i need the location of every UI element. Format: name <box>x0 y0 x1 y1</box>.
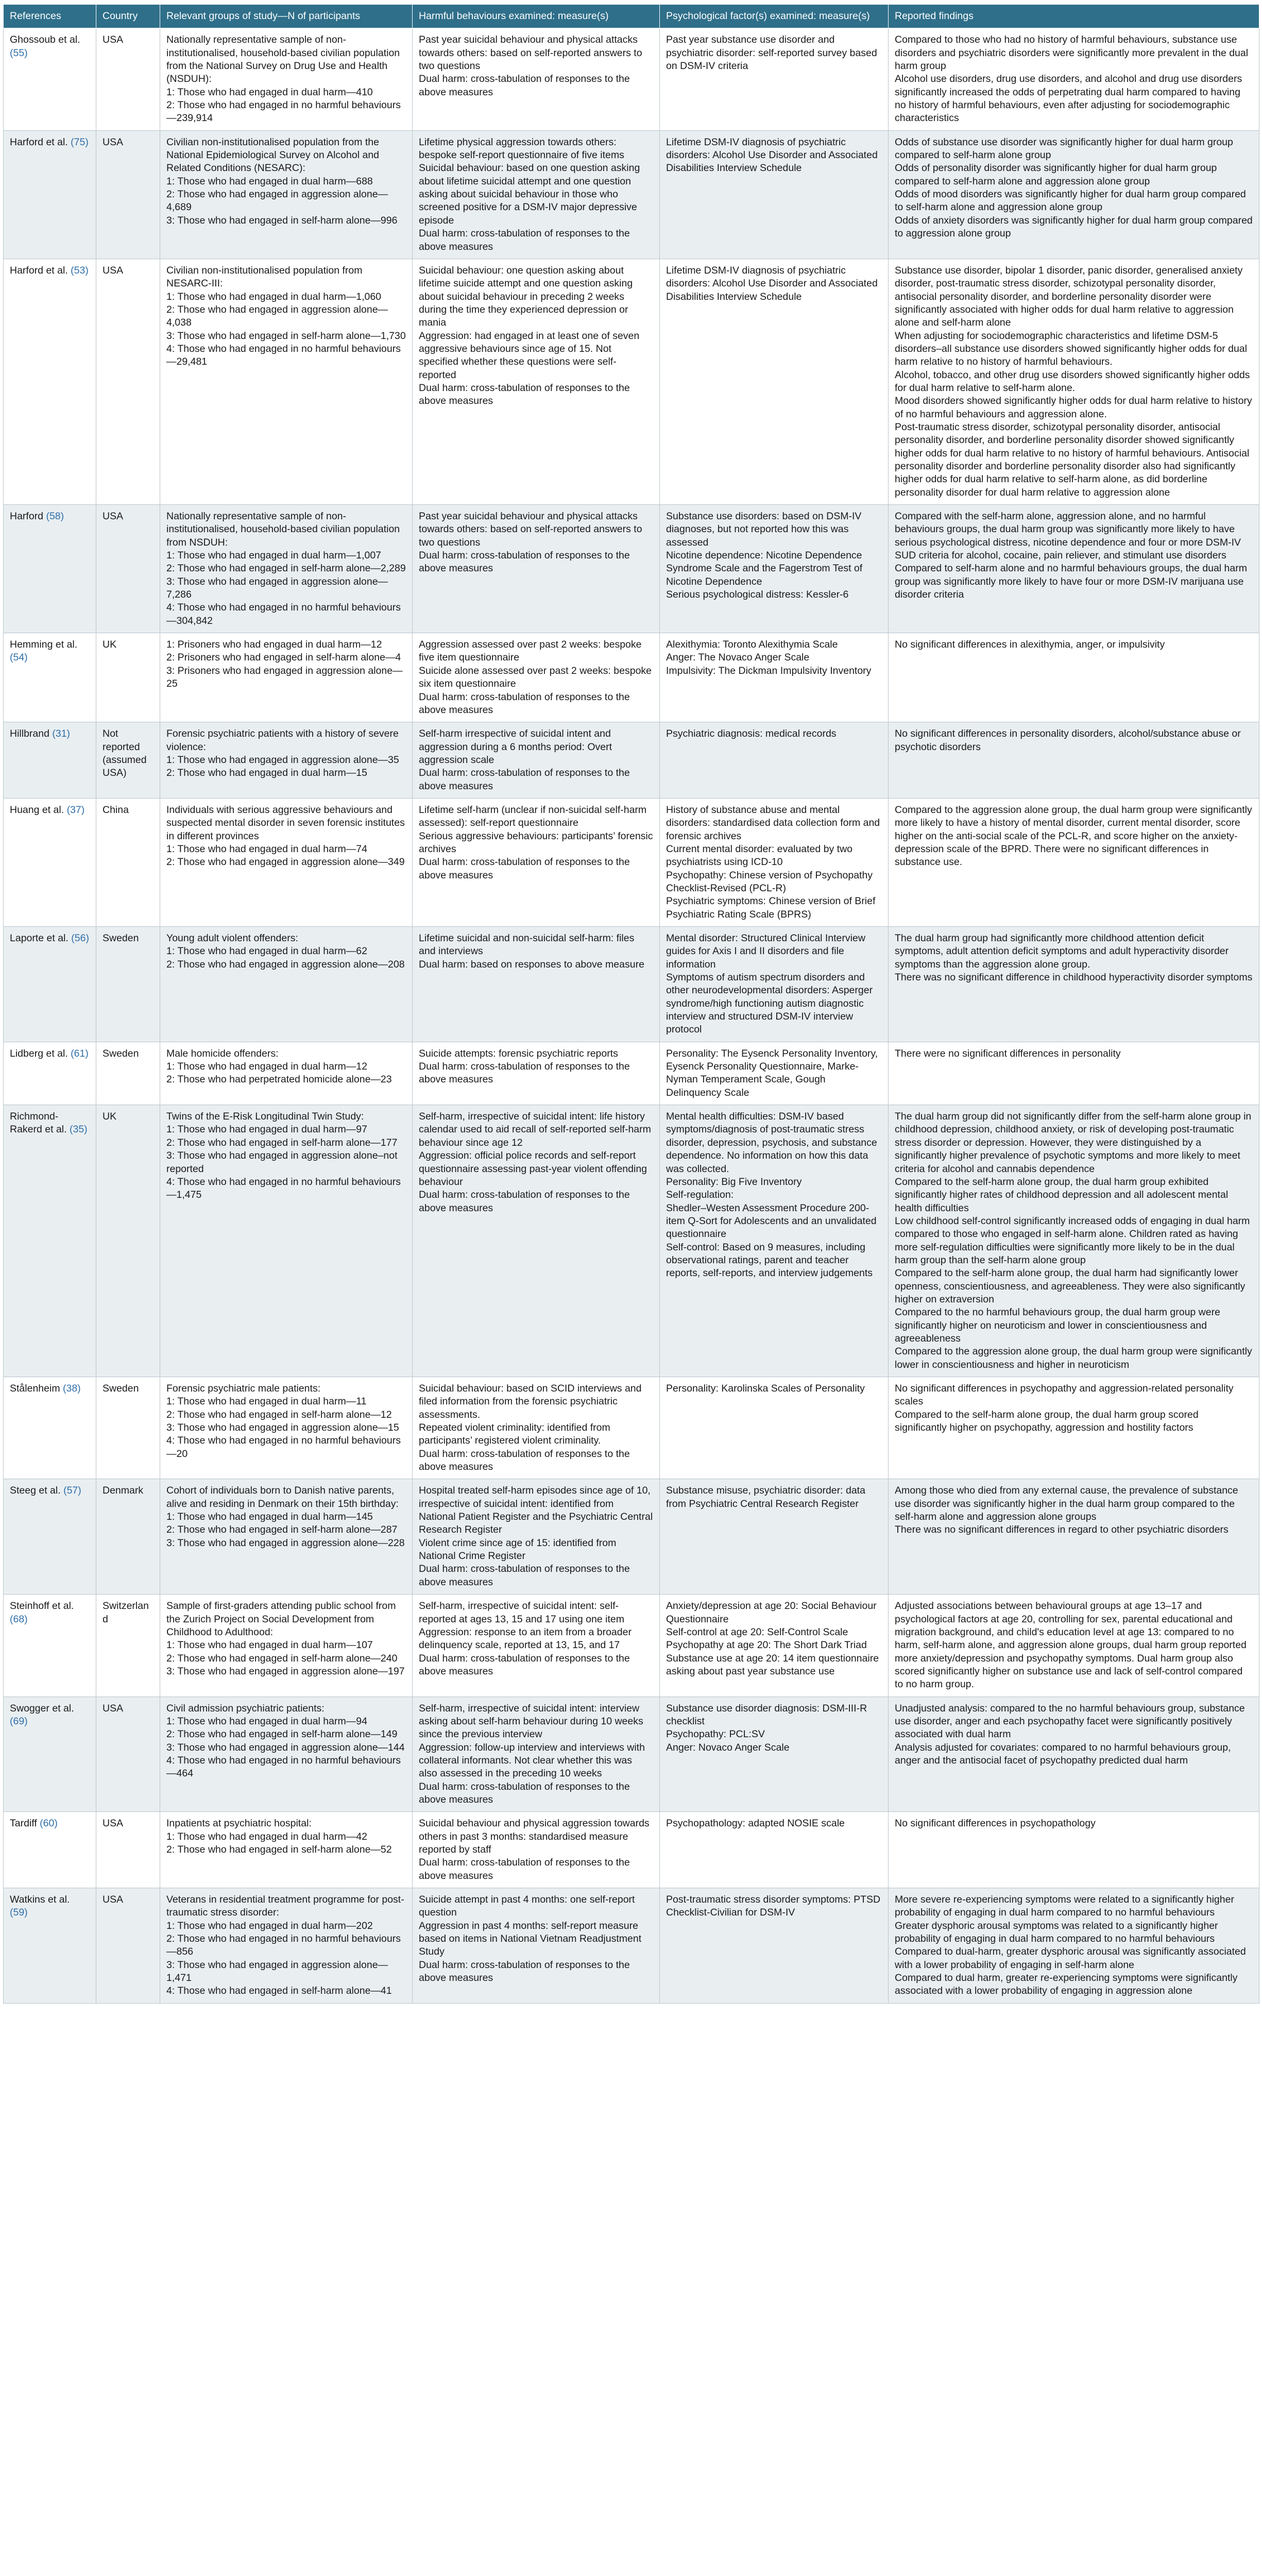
cell-psychological-factors: Psychopathology: adapted NOSIE scale <box>660 1812 889 1888</box>
cell-country: Sweden <box>96 927 160 1042</box>
cell-harmful-behaviours: Self-harm irrespective of suicidal intent and aggression during a 6 months period: Overt aggression scale Dual harm: cross-tabulation of responses to the above measures <box>413 722 660 799</box>
citation-link[interactable]: (55) <box>10 47 28 59</box>
cell-country: USA <box>96 505 160 633</box>
reference-author: Hillbrand <box>10 728 49 740</box>
reference-author: Huang et al. <box>10 804 64 816</box>
cell-reference <box>4 1888 96 2004</box>
cell-findings: No significant differences in psychopathology <box>889 1812 1259 1888</box>
cell-psychological-factors: Lifetime DSM-IV diagnosis of psychiatric disorders: Alcohol Use Disorder and Associated Disabilities Interview Schedule <box>660 259 889 504</box>
reference-author: Swogger et al. <box>10 1702 74 1714</box>
table-row <box>4 1377 1259 1479</box>
table-row <box>4 927 1259 1042</box>
cell-psychological-factors: History of substance abuse and mental disorders: standardised data collection form and forensic archives Current mental disorder: evaluated by two psychiatrists using ICD-10 Psychopathy: Chinese version of Psychopathy Checklist-Revised (PCL-R) Psychiatric symptoms: Chinese version of Brief Psychiatric Rating Scale (BPRS) <box>660 798 889 926</box>
cell-reference <box>4 1042 96 1105</box>
cell-psychological-factors: Mental health difficulties: DSM-IV based symptoms/diagnosis of post-traumatic stress disorder, depression, psychosis, and substance dependence. No information on how this data was collected. Personality: Big Five Inventory Self-regulation: Shedler–Westen Assessment Procedure 200-item Q-Sort for Adolescents and an unvalidated questionnaire Self-control: Based on 9 measures, including observational ratings, parent and teacher reports, self-reports, and interview judgements <box>660 1105 889 1377</box>
cell-harmful-behaviours: Lifetime physical aggression towards others: bespoke self-report questionnaire of five items Suicidal behaviour: based on one question asking about lifetime suicidal attempt and one question asking about suicidal behaviour in those who screened positive for a DSM-IV major depressive episode Dual harm: cross-tabulation of responses to the above measures <box>413 130 660 259</box>
cell-findings: Substance use disorder, bipolar 1 disorder, panic disorder, generalised anxiety disorder, post-traumatic stress disorder, schizotypal personality disorder, antisocial personality disorder, and borderline personality disorder were significantly associated with higher odds for dual harm relative to aggression alone and self-harm alone When adjusting for sociodemographic characteristics and lifetime DSM-5 disorders–all substance use disorders showed significantly higher odds for dual harm relative to no history of harmful behaviours. Alcohol, tobacco, and other drug use disorders showed significantly higher odds for dual harm relative to self-harm alone. Mood disorders showed significantly higher odds for dual harm relative to history of no harmful behaviours and aggression alone. Post-traumatic stress disorder, schizotypal personality disorder, antisocial personality disorder, and borderline personality disorder showed significantly higher odds for dual harm relative to no history of harmful behaviours. Antisocial personality disorder and borderline personality disorder also had significantly higher odds for dual harm relative to self-harm alone, as did borderline personality disorder for dual harm relative to aggression alone <box>889 259 1259 504</box>
cell-psychological-factors: Substance use disorders: based on DSM-IV diagnoses, but not reported how this was assessed Nicotine dependence: Nicotine Dependence Syndrome Scale and the Fagerstrom Test of Nicotine Dependence Serious psychological distress: Kessler-6 <box>660 505 889 633</box>
cell-reference <box>4 633 96 722</box>
cell-findings: Odds of substance use disorder was significantly higher for dual harm group compared to self-harm alone group Odds of personality disorder was significantly higher for dual harm group compared to self-harm alone and aggression alone group Odds of mood disorders was significantly higher for dual harm group compared to self-harm alone and aggression alone group Odds of anxiety disorders was significantly higher for dual harm group compared to aggression alone group <box>889 130 1259 259</box>
table-row <box>4 1595 1259 1697</box>
table-row <box>4 1812 1259 1888</box>
table-row <box>4 1042 1259 1105</box>
cell-findings: Unadjusted analysis: compared to the no harmful behaviours group, substance use disorder, anger and each psychopathy facet were significantly positively associated with dual harm Analysis adjusted for covariates: compared to no harmful behaviours group, anger and the antisocial facet of psychopathy predicted dual harm <box>889 1697 1259 1812</box>
cell-harmful-behaviours: Suicide attempts: forensic psychiatric reports Dual harm: cross-tabulation of responses to the above measures <box>413 1042 660 1105</box>
cell-psychological-factors: Lifetime DSM-IV diagnosis of psychiatric disorders: Alcohol Use Disorder and Associated Disabilities Interview Schedule <box>660 130 889 259</box>
cell-psychological-factors: Post-traumatic stress disorder symptoms: PTSD Checklist-Civilian for DSM-IV <box>660 1888 889 2004</box>
citation-link[interactable]: (54) <box>10 652 28 664</box>
cell-groups: Nationally representative sample of non-institutionalised, household-based civilian population from the National Survey on Drug Use and Health (NSDUH): 1: Those who had engaged in dual harm—410 2: Those who had engaged in no harmful behaviours—239,914 <box>160 28 413 130</box>
reference-author: Richmond-Rakerd et al. <box>10 1111 67 1136</box>
cell-country: UK <box>96 633 160 722</box>
cell-harmful-behaviours: Suicidal behaviour: based on SCID interviews and filed information from the forensic psychiatric assessments. Repeated violent criminality: identified from participants’ registered violent criminality. Dual harm: cross-tabulation of responses to the above measures <box>413 1377 660 1479</box>
cell-findings: No significant differences in personality disorders, alcohol/substance abuse or psychotic disorders <box>889 722 1259 799</box>
cell-reference <box>4 130 96 259</box>
cell-findings: Adjusted associations between behavioural groups at age 13–17 and psychological factors at age 20, controlling for sex, parental educational and migration background, and child's education level at age 13: compared to no harm, self-harm alone, and aggression alone groups, dual harm group reported more anxiety/depression and psychopathy symptoms. Dual harm group also scored significantly higher on substance use and lack of self-control compared to no harm group. <box>889 1595 1259 1697</box>
cell-country: Sweden <box>96 1042 160 1105</box>
cell-groups: Civilian non-institutionalised population from the National Epidemiological Survey on Alcohol and Related Conditions (NESARC): 1: Those who had engaged in dual harm—688 2: Those who had engaged in aggression alone—4,689 3: Those who had engaged in self-harm alone—996 <box>160 130 413 259</box>
cell-findings: No significant differences in alexithymia, anger, or impulsivity <box>889 633 1259 722</box>
citation-link[interactable]: (37) <box>66 804 85 816</box>
cell-reference <box>4 28 96 130</box>
table-row <box>4 1479 1259 1595</box>
table-header-row <box>4 5 1259 28</box>
citation-link[interactable]: (60) <box>40 1818 58 1829</box>
cell-country: USA <box>96 1888 160 2004</box>
citation-link[interactable]: (35) <box>69 1124 88 1136</box>
reference-author: Lidberg et al. <box>10 1047 68 1059</box>
reference-author: Ghossoub et al. <box>10 34 80 46</box>
cell-groups: 1: Prisoners who had engaged in dual harm—12 2: Prisoners who had engaged in self-harm alone—4 3: Prisoners who had engaged in aggression alone—25 <box>160 633 413 722</box>
citation-link[interactable]: (59) <box>10 1907 28 1919</box>
cell-groups: Cohort of individuals born to Danish native parents, alive and residing in Denmark on their 15th birthday: 1: Those who had engaged in dual harm—145 2: Those who had engaged in self-harm alone—287 3: Those who had engaged in aggression alone—228 <box>160 1479 413 1595</box>
cell-harmful-behaviours: Past year suicidal behaviour and physical attacks towards others: based on self-reported answers to two questions Dual harm: cross-tabulation of responses to the above measures <box>413 28 660 130</box>
cell-reference <box>4 1105 96 1377</box>
cell-groups: Nationally representative sample of non-institutionalised, household-based civilian population from NSDUH: 1: Those who had engaged in dual harm—1,007 2: Those who had engaged in self-harm alone—2,289 3: Those who had engaged in aggression alone—7,286 4: Those who had engaged in no harmful behaviours—304,842 <box>160 505 413 633</box>
citation-link[interactable]: (61) <box>71 1047 89 1059</box>
cell-harmful-behaviours: Suicidal behaviour: one question asking about lifetime suicide attempt and one question asking about suicidal behaviour in preceding 2 weeks during the time they experienced depression or mania Aggression: had engaged in at least one of seven aggressive behaviours since age of 15. Not specified whether these questions were self-reported Dual harm: cross-tabulation of responses to the above measures <box>413 259 660 504</box>
reference-author: Hemming et al. <box>10 639 78 651</box>
cell-findings: Among those who died from any external cause, the prevalence of substance use disorder was significantly higher in the dual harm group compared to the self-harm alone and aggression alone groups There was no significant differences in regard to other psychiatric disorders <box>889 1479 1259 1595</box>
citation-link[interactable]: (56) <box>71 933 89 944</box>
cell-reference <box>4 1377 96 1479</box>
cell-groups: Forensic psychiatric patients with a history of severe violence: 1: Those who had engaged in aggression alone—35 2: Those who had engaged in dual harm—15 <box>160 722 413 799</box>
cell-groups: Individuals with serious aggressive behaviours and suspected mental disorder in seven forensic institutes in different provinces 1: Those who had engaged in dual harm—74 2: Those who had engaged in aggression alone—349 <box>160 798 413 926</box>
cell-harmful-behaviours: Suicidal behaviour and physical aggression towards others in past 3 months: standardised measure reported by staff Dual harm: cross-tabulation of responses to the above measures <box>413 1812 660 1888</box>
reference-author: Steinhoff et al. <box>10 1600 74 1612</box>
reference-author: Steeg et al. <box>10 1485 61 1497</box>
citation-link[interactable]: (58) <box>46 511 64 522</box>
studies-table <box>3 4 1259 2004</box>
cell-reference <box>4 1697 96 1812</box>
cell-findings: Compared with the self-harm alone, aggression alone, and no harmful behaviours groups, the dual harm group was significantly more likely to have serious psychological distress, nicotine dependence and four or more DSM-IV SUD criteria for alcohol, cocaine, pain reliever, and stimulant use disorders Compared to self-harm alone and no harmful behaviours groups, the dual harm group was significantly more likely to have four or more DSM-IV marijuana use disorder criteria <box>889 505 1259 633</box>
table-row <box>4 259 1259 504</box>
cell-groups: Inpatients at psychiatric hospital: 1: Those who had engaged in dual harm—42 2: Those who had engaged in self-harm alone—52 <box>160 1812 413 1888</box>
cell-country: Not reported (assumed USA) <box>96 722 160 799</box>
header-country: Country <box>96 5 160 28</box>
cell-psychological-factors: Psychiatric diagnosis: medical records <box>660 722 889 799</box>
table-row <box>4 505 1259 633</box>
cell-groups: Twins of the E-Risk Longitudinal Twin Study: 1: Those who had engaged in dual harm—97 2: Those who had engaged in self-harm alone—177 3: Those who had engaged in aggression alone–not reported 4: Those who had engaged in no harmful behaviours—1,475 <box>160 1105 413 1377</box>
cell-groups: Civilian non-institutionalised population from NESARC-III: 1: Those who had engaged in dual harm—1,060 2: Those who had engaged in aggression alone—4,038 3: Those who had engaged in self-harm alone—1,730 4: Those who had engaged in no harmful behaviours—29,481 <box>160 259 413 504</box>
cell-country: USA <box>96 259 160 504</box>
cell-country: USA <box>96 28 160 130</box>
reference-author: Watkins et al. <box>10 1894 70 1906</box>
citation-link[interactable]: (57) <box>63 1485 81 1497</box>
cell-groups: Veterans in residential treatment programme for post-traumatic stress disorder: 1: Those who had engaged in dual harm—202 2: Those who had engaged in no harmful behaviours—856 3: Those who had engaged in aggression alone—1,471 4: Those who had engaged in self-harm alone—41 <box>160 1888 413 2004</box>
table-row <box>4 1105 1259 1377</box>
cell-reference <box>4 798 96 926</box>
reference-author: Tardiff <box>10 1818 37 1829</box>
cell-reference <box>4 505 96 633</box>
cell-reference <box>4 927 96 1042</box>
cell-findings: There were no significant differences in personality <box>889 1042 1259 1105</box>
reference-author: Laporte et al. <box>10 933 69 944</box>
cell-country: Sweden <box>96 1377 160 1479</box>
cell-country: USA <box>96 130 160 259</box>
cell-harmful-behaviours: Self-harm, irrespective of suicidal intent: interview asking about self-harm behaviour during 10 weeks since the previous interview Aggression: follow-up interview and interviews with collateral informants. Not clear whether this was also assessed in the preceding 10 weeks Dual harm: cross-tabulation of responses to the above measures <box>413 1697 660 1812</box>
cell-psychological-factors: Substance use disorder diagnosis: DSM-III-R checklist Psychopathy: PCL:SV Anger: Novaco Anger Scale <box>660 1697 889 1812</box>
cell-groups: Young adult violent offenders: 1: Those who had engaged in dual harm—62 2: Those who had engaged in aggression alone—208 <box>160 927 413 1042</box>
reference-author: Harford et al. <box>10 136 68 148</box>
cell-psychological-factors: Alexithymia: Toronto Alexithymia Scale Anger: The Novaco Anger Scale Impulsivity: The Dickman Impulsivity Inventory <box>660 633 889 722</box>
cell-harmful-behaviours: Lifetime self-harm (unclear if non-suicidal self-harm assessed): self-report questionnaire Serious aggressive behaviours: participants’ forensic archives Dual harm: cross-tabulation of responses to the above measures <box>413 798 660 926</box>
cell-reference <box>4 259 96 504</box>
cell-groups: Civil admission psychiatric patients: 1: Those who had engaged in dual harm—94 2: Those who had engaged in self-harm alone—149 3: Those who had engaged in aggression alone—144 4: Those who had engaged in no harmful behaviours—464 <box>160 1697 413 1812</box>
cell-harmful-behaviours: Hospital treated self-harm episodes since age of 10, irrespective of suicidal intent: identified from National Patient Register and the Psychiatric Central Research Register Violent crime since age of 15: identified from National Crime Register Dual harm: cross-tabulation of responses to the above measures <box>413 1479 660 1595</box>
cell-country: USA <box>96 1812 160 1888</box>
cell-groups: Forensic psychiatric male patients: 1: Those who had engaged in dual harm—11 2: Those who had engaged in self-harm alone—12 3: Those who had engaged in aggression alone—15 4: Those who had engaged in no harmful behaviours—20 <box>160 1377 413 1479</box>
cell-harmful-behaviours: Aggression assessed over past 2 weeks: bespoke five item questionnaire Suicide alone assessed over past 2 weeks: bespoke six item questionnaire Dual harm: cross-tabulation of responses to the above measures <box>413 633 660 722</box>
cell-psychological-factors: Past year substance use disorder and psychiatric disorder: self-reported survey based on DSM-IV criteria <box>660 28 889 130</box>
citation-link[interactable]: (68) <box>10 1613 28 1625</box>
cell-harmful-behaviours: Self-harm, irrespective of suicidal intent: self-reported at ages 13, 15 and 17 using one item Aggression: response to an item from a broader delinquency scale, reported at 13, 15, and 17 Dual harm: cross-tabulation of responses to the above measures <box>413 1595 660 1697</box>
cell-groups: Sample of first-graders attending public school from the Zurich Project on Social Development from Childhood to Adulthood: 1: Those who had engaged in dual harm—107 2: Those who had engaged in self-harm alone—240 3: Those who had engaged in aggression alone—197 <box>160 1595 413 1697</box>
cell-findings: Compared to those who had no history of harmful behaviours, substance use disorders and psychiatric disorders were significantly more prevalent in the dual harm group Alcohol use disorders, drug use disorders, and alcohol and drug use disorders significantly increased the odds of perpetrating dual harm compared to having no history of harmful behaviours, even after adjusting for sociodemographic characteristics <box>889 28 1259 130</box>
cell-psychological-factors: Personality: Karolinska Scales of Personality <box>660 1377 889 1479</box>
header-findings: Reported findings <box>889 5 1259 28</box>
cell-reference <box>4 1479 96 1595</box>
citation-link[interactable]: (53) <box>71 264 89 276</box>
table-row <box>4 1697 1259 1812</box>
header-psychological-factors: Psychological factor(s) examined: measure(s) <box>660 5 889 28</box>
cell-findings: Compared to the aggression alone group, the dual harm group were significantly more likely to have a history of mental disorder, current mental disorder, score higher on the anti-social scale of the PCL-R, and score higher on the anxiety-depression scale of the BPRD. There were no significant differences in substance use. <box>889 798 1259 926</box>
header-groups: Relevant groups of study—N of participants <box>160 5 413 28</box>
citation-link[interactable]: (75) <box>71 136 89 148</box>
header-harmful-behaviours: Harmful behaviours examined: measure(s) <box>413 5 660 28</box>
cell-country: UK <box>96 1105 160 1377</box>
table-row <box>4 722 1259 799</box>
cell-country: Denmark <box>96 1479 160 1595</box>
table-row <box>4 130 1259 259</box>
header-references: References <box>4 5 96 28</box>
table-row <box>4 798 1259 926</box>
cell-harmful-behaviours: Self-harm, irrespective of suicidal intent: life history calendar used to aid recall of self-reported self-harm behaviour since age 12 Aggression: official police records and self-report questionnaire assessing past-year violent offending behaviour Dual harm: cross-tabulation of responses to the above measures <box>413 1105 660 1377</box>
cell-findings: The dual harm group had significantly more childhood attention deficit symptoms, adult attention deficit symptoms and adult hyperactivity disorder symptoms than the aggression alone group. There was no significant difference in childhood hyperactivity disorder symptoms <box>889 927 1259 1042</box>
citation-link[interactable]: (69) <box>10 1715 28 1727</box>
cell-country: Switzerland <box>96 1595 160 1697</box>
cell-country: USA <box>96 1697 160 1812</box>
cell-psychological-factors: Substance misuse, psychiatric disorder: data from Psychiatric Central Research Register <box>660 1479 889 1595</box>
reference-author: Harford et al. <box>10 264 68 276</box>
cell-harmful-behaviours: Suicide attempt in past 4 months: one self-report question Aggression in past 4 months: self-report measure based on items in National Vietnam Readjustment Study Dual harm: cross-tabulation of responses to the above measures <box>413 1888 660 2004</box>
cell-psychological-factors: Personality: The Eysenck Personality Inventory, Eysenck Personality Questionnaire, Marke-Nyman Temperament Scale, Gough Delinquency Scale <box>660 1042 889 1105</box>
citation-link[interactable]: (38) <box>62 1383 81 1394</box>
cell-psychological-factors: Mental disorder: Structured Clinical Interview guides for Axis I and II disorders and file information Symptoms of autism spectrum disorders and other neurodevelopmental disorders: Asperger syndrome/high functioning autism diagnostic interview and structured DSM-IV interview protocol <box>660 927 889 1042</box>
cell-country: China <box>96 798 160 926</box>
cell-harmful-behaviours: Past year suicidal behaviour and physical attacks towards others: based on self-reported answers to two questions Dual harm: cross-tabulation of responses to the above measures <box>413 505 660 633</box>
reference-author: Stålenheim <box>10 1383 60 1394</box>
citation-link[interactable]: (31) <box>52 728 71 740</box>
table-row <box>4 28 1259 130</box>
cell-reference <box>4 1595 96 1697</box>
cell-groups: Male homicide offenders: 1: Those who had engaged in dual harm—12 2: Those who had perpetrated homicide alone—23 <box>160 1042 413 1105</box>
cell-harmful-behaviours: Lifetime suicidal and non-suicidal self-harm: files and interviews Dual harm: based on responses to above measure <box>413 927 660 1042</box>
cell-findings: More severe re-experiencing symptoms were related to a significantly higher probability of engaging in dual harm compared to no harmful behaviours Greater dysphoric arousal symptoms was related to a significantly higher probability of engaging in dual harm compared to no harmful behaviours Compared to dual-harm, greater dysphoric arousal was significantly associated with a lower probability of engaging in self-harm alone Compared to dual harm, greater re-experiencing symptoms were significantly associated with a lower probability of engaging in aggression alone <box>889 1888 1259 2004</box>
table-row <box>4 633 1259 722</box>
cell-reference <box>4 1812 96 1888</box>
table-row <box>4 1888 1259 2004</box>
cell-findings: The dual harm group did not significantly differ from the self-harm alone group in childhood depression, childhood anxiety, or risk of developing post-traumatic stress disorder or depression. However, they were distinguished by a significantly higher prevalence of psychotic symptoms and more likely to meet criteria for alcohol and cannabis dependence Compared to the self-harm alone group, the dual harm group exhibited significantly higher rates of childhood depression and all adolescent mental health difficulties Low childhood self-control significantly increased odds of engaging in dual harm compared to those who engaged in self-harm alone. Children rated as having more self-regulation difficulties were significantly more likely to be in the dual harm group than the self-harm alone group Compared to the self-harm alone group, the dual harm had significantly lower openness, conscientiousness, and agreeableness. They were also significantly higher on extraversion Compared to the no harmful behaviours group, the dual harm group were significantly higher on neuroticism and lower in conscientiousness and agreeableness Compared to the aggression alone group, the dual harm group were significantly lower in conscientiousness and higher in neuroticism <box>889 1105 1259 1377</box>
cell-psychological-factors: Anxiety/depression at age 20: Social Behaviour Questionnaire Self-control at age 20: Self-Control Scale Psychopathy at age 20: The Short Dark Triad Substance use at age 20: 14 item questionnaire asking about past year substance use <box>660 1595 889 1697</box>
reference-author: Harford <box>10 511 44 522</box>
cell-reference <box>4 722 96 799</box>
cell-findings: No significant differences in psychopathy and aggression-related personality scales Compared to the self-harm alone group, the dual harm group scored significantly higher on psychopathy, aggression and hostility factors <box>889 1377 1259 1479</box>
